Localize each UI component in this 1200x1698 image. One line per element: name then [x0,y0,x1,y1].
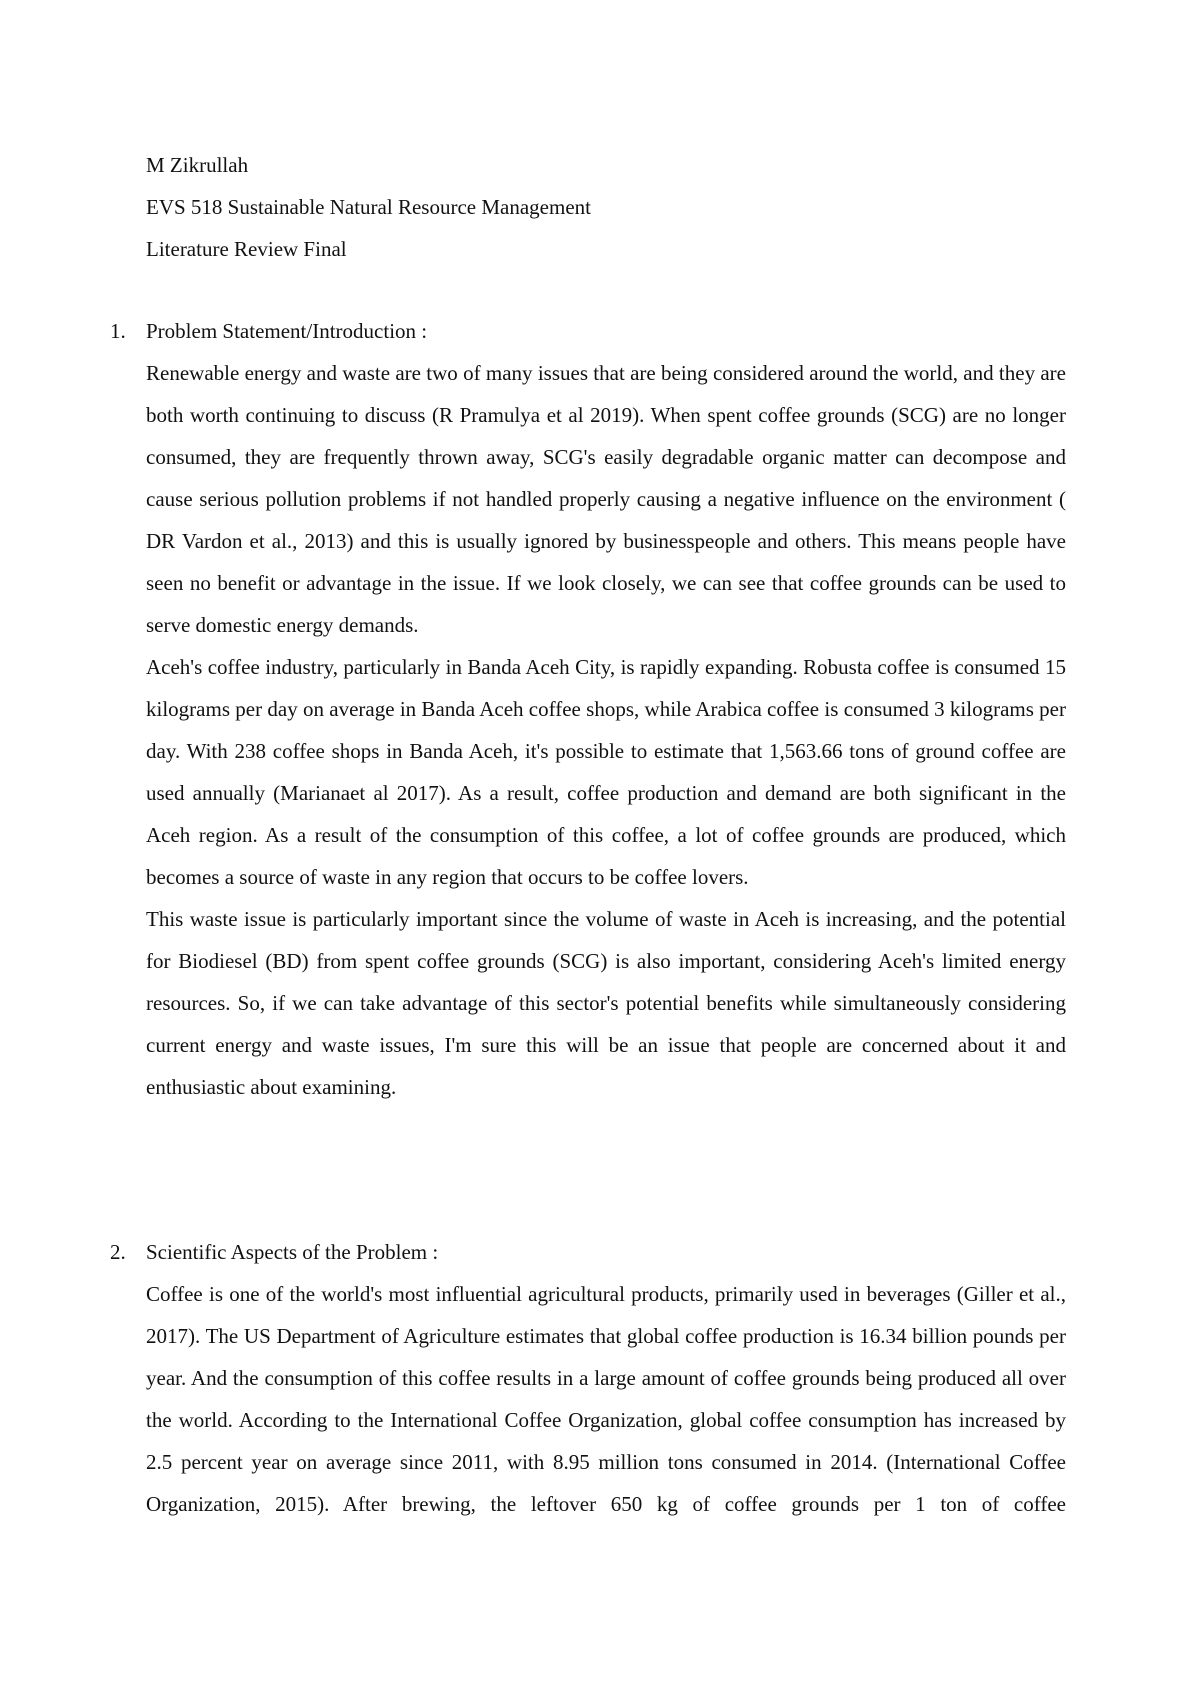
section-title: Problem Statement/Introduction : [146,319,428,343]
course-title: EVS 518 Sustainable Natural Resource Management [146,195,591,219]
paragraph: Aceh's coffee industry, particularly in Banda Aceh City, is rapidly expanding. Robusta coffee is consumed 15 kilograms per day on average in Banda Aceh coffee shops, while Arabica coffee is consumed 3 kilograms per day. With 238 coffee shops in Banda Aceh, it's possible to estimate that 1,563.66 tons of ground coffee are used annually (Marianaet al 2017). As a result, coffee production and demand are both significant in the Aceh region. As a result of the consumption of this coffee, a lot of coffee grounds are produced, which becomes a source of waste in any region that occurs to be coffee lovers. [146,655,1066,889]
paragraph: Coffee is one of the world's most influential agricultural products, primarily used in beverages (Giller et al., 2017). The US Department of Agriculture estimates that global coffee production is 16.34 billion pounds per year. And the consumption of this coffee results in a large amount of coffee grounds being produced all over the world. According to the International Coffee Organization, global coffee consumption has increased by 2.5 percent year on average since 2011, with 8.95 million tons consumed in 2014. (International Coffee Organization, 2015). After brewing, the leftover 650 kg of coffee grounds per 1 ton of coffee [146,1282,1066,1516]
section-scientific-aspects [110,1231,1066,1525]
document-header [146,144,1066,270]
section-number: 1. [110,319,126,343]
section-body [146,352,1066,1108]
section-heading [110,310,1066,352]
section-problem-statement [110,310,1066,1108]
section-body [146,1273,1066,1525]
section-title: Scientific Aspects of the Problem : [146,1240,439,1264]
author-name: M Zikrullah [146,153,249,177]
section-number: 2. [110,1240,126,1264]
paragraph: Renewable energy and waste are two of many issues that are being considered around the world, and they are both worth continuing to discuss (R Pramulya et al 2019). When spent coffee grounds (SCG) are no longer consumed, they are frequently thrown away, SCG's easily degradable organic matter can decompose and cause serious pollution problems if not handled properly causing a negative influence on the environment ( DR Vardon et al., 2013) and this is usually ignored by businesspeople and others. This means people have seen no benefit or advantage in the issue. If we look closely, we can see that coffee grounds can be used to serve domestic energy demands. [146,361,1066,637]
paragraph: This waste issue is particularly important since the volume of waste in Aceh is increasing, and the potential for Biodiesel (BD) from spent coffee grounds (SCG) is also important, considering Aceh's limited energy resources. So, if we can take advantage of this sector's potential benefits while simultaneously considering current energy and waste issues, I'm sure this will be an issue that people are concerned about it and enthusiastic about examining. [146,907,1066,1099]
section-heading [110,1231,1066,1273]
assignment-title: Literature Review Final [146,237,347,261]
